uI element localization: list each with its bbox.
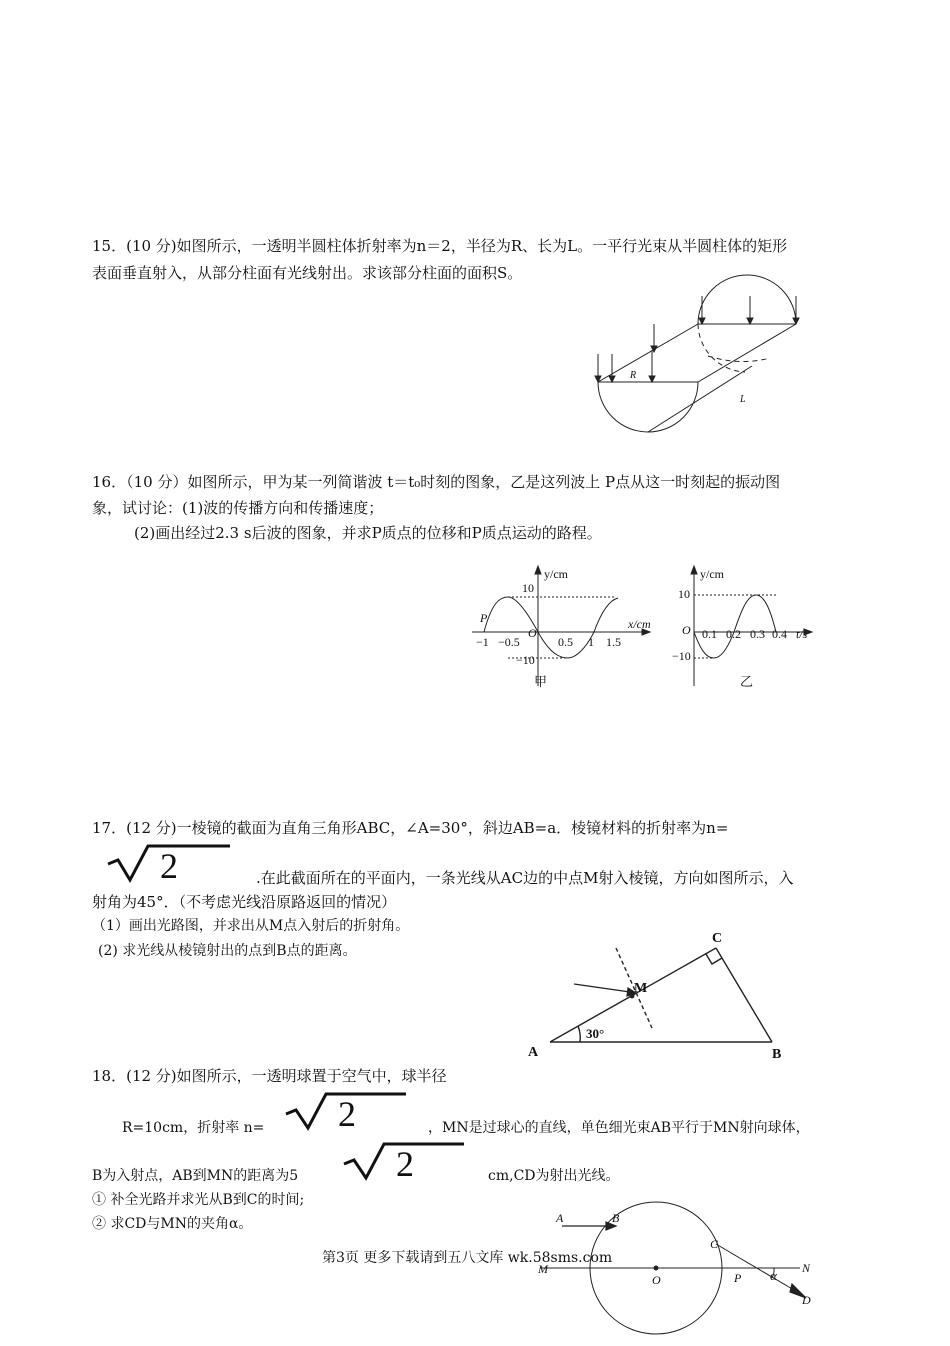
q18-label-o: O <box>652 1273 661 1287</box>
q16b-xlabel: t/s <box>796 627 808 641</box>
q18-line4: ① 补全光路并求光从B到C的时间; <box>92 1192 305 1208</box>
q16a-xtick-4: 1.5 <box>606 635 621 649</box>
q17-line2: .在此截面所在的平面内，一条光线从AC边的中点M射入棱镜，方向如图所示，入 <box>256 869 794 887</box>
q18-label-m: M <box>538 1262 548 1276</box>
q18-line1: 18．(12 分)如图所示，一透明球置于空气中，球半径 <box>92 1067 447 1085</box>
q16b-xtick-1: 0.2 <box>726 627 741 641</box>
q15-half-cylinder-figure <box>590 294 810 444</box>
q18-line5: ② 求CD与MN的夹角α。 <box>92 1216 253 1232</box>
q18-line3b: cm,CD为射出光线。 <box>488 1168 620 1184</box>
q16b-origin: O <box>682 623 691 637</box>
q18-sqrt-symbol-1 <box>282 1090 412 1132</box>
q15-label-r: R <box>630 370 637 381</box>
q16a-point-p: P <box>480 611 488 625</box>
q16-graph-vibration <box>672 562 822 692</box>
q16b-caption: 乙 <box>740 674 754 689</box>
q16b-xtick-3: 0.4 <box>772 627 787 641</box>
q16b-ylabel: y/cm <box>700 567 724 581</box>
q18-sqrt-value-1: 2 <box>338 1094 356 1134</box>
q18-sqrt-value-2: 2 <box>396 1144 414 1184</box>
q16a-origin: O <box>528 626 537 640</box>
q18-label-b: B <box>612 1211 620 1225</box>
q18-line2b: ，MN是过球心的直线，单色细光束AB平行于MN射向球体， <box>428 1120 810 1136</box>
q16b-ytick-bottom: −10 <box>672 649 691 663</box>
q16b-xtick-2: 0.3 <box>750 627 765 641</box>
q15-line1: 15．(10 分)如图所示，一透明半圆柱体折射率为n＝2，半径为R、长为L。一平行光束从半圆柱体的矩形 <box>92 237 788 255</box>
q17-label-a: A <box>528 1045 539 1060</box>
q16a-xlabel: x/cm <box>628 617 651 631</box>
q18-label-n: N <box>802 1261 811 1275</box>
q16a-xtick-2: 0.5 <box>558 635 573 649</box>
q18-label-c: C <box>710 1237 719 1251</box>
q16b-ytick-top: 10 <box>678 587 690 601</box>
q18-label-alpha: α <box>770 1268 777 1283</box>
q18-line2a: R=10cm，折射率 n= <box>122 1120 265 1136</box>
q17-label-c: C <box>712 931 723 946</box>
q16-line3: (2)画出经过2.3 s后波的图象，并求P质点的位移和P质点运动的路程。 <box>134 524 602 542</box>
q18-label-a: A <box>556 1211 564 1225</box>
q16-line2: 象，试讨论：(1)波的传播方向和传播速度； <box>92 499 384 517</box>
q16a-caption: 甲 <box>534 674 548 689</box>
q15-line2: 表面垂直射入，从部分柱面有光线射出。求该部分柱面的面积S。 <box>92 264 523 282</box>
q18-sphere-figure <box>530 1206 820 1346</box>
q17-label-m: M <box>634 981 648 996</box>
q16a-ytick-top: 10 <box>522 581 534 595</box>
q16a-xtick-1: −0.5 <box>498 635 520 649</box>
q17-sqrt-value: 2 <box>160 846 178 886</box>
q18-sqrt-symbol-2 <box>340 1140 470 1182</box>
q16a-xtick-3: 1 <box>588 635 594 649</box>
q17-sqrt-symbol <box>104 842 234 884</box>
q16a-ylabel: y/cm <box>544 567 568 581</box>
q18-label-d: D <box>802 1293 811 1307</box>
q16a-xtick-0: −1 <box>476 635 489 649</box>
page-footer: 第3页 更多下载请到五八文库 wk.58sms.com <box>322 1250 613 1266</box>
q16b-xtick-0: 0.1 <box>702 627 717 641</box>
q17-label-b: B <box>772 1047 782 1062</box>
q15-label-l: L <box>740 394 746 405</box>
q18-line3a: B为入射点，AB到MN的距离为5 <box>92 1168 299 1184</box>
q17-prism-figure <box>520 928 800 1062</box>
q17-line1: 17．(12 分)一棱镜的截面为直角三角形ABC，∠A=30°，斜边AB=a．棱镜材料的折射率为n= <box>92 819 729 837</box>
q17-line4: （1）画出光路图，并求出从M点入射后的折射角。 <box>92 918 410 934</box>
q18-label-p: P <box>734 1271 742 1285</box>
q17-line5: (2) 求光线从棱镜射出的点到B点的距离。 <box>98 943 357 959</box>
q17-line3: 射角为45°．（不考虑光线沿原路返回的情况） <box>92 893 397 911</box>
q17-label-angle: 30° <box>586 1026 605 1041</box>
q16-line1: 16．（10 分）如图所示，甲为某一列简谐波 t＝t₀时刻的图象，乙是这列波上 P点从这一时刻起的振动图 <box>92 473 781 491</box>
q16-graph-wave <box>470 562 670 692</box>
q16a-ytick-bottom: −10 <box>516 653 535 667</box>
